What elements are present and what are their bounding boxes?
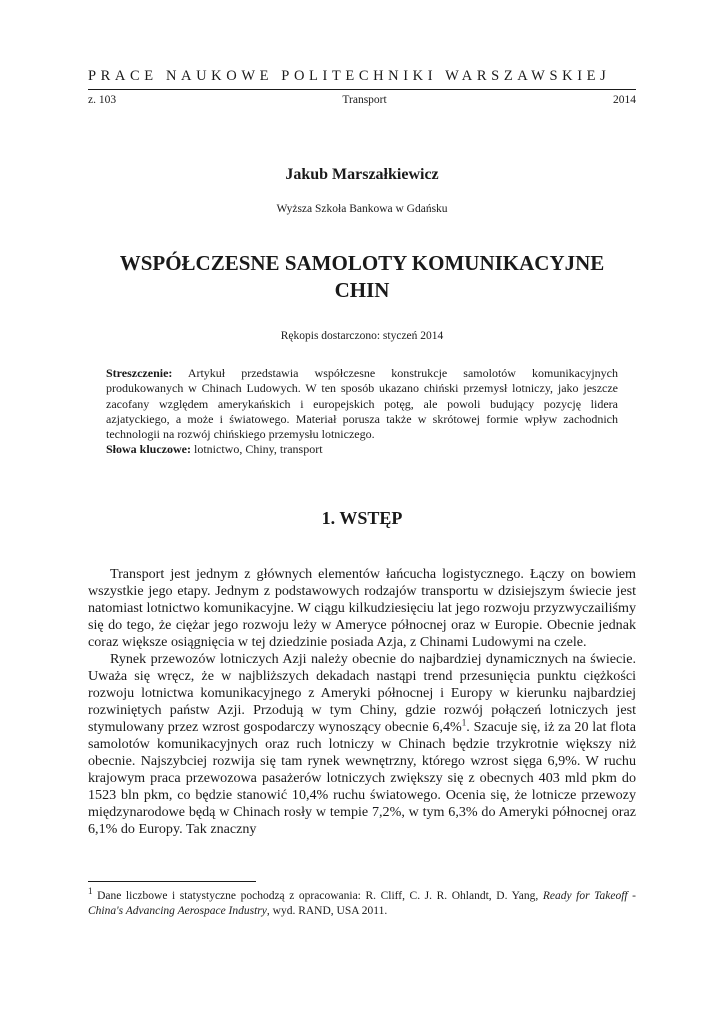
footnote-rule (88, 881, 256, 882)
abstract-label: Streszczenie: (106, 366, 173, 380)
footnote-ref: 1 (461, 717, 467, 728)
footnote (88, 886, 637, 919)
journal-name: PRACE NAUKOWE POLITECHNIKI WARSZAWSKIEJ (88, 68, 611, 84)
header-rule (88, 89, 636, 90)
paragraph-1: Transport jest jednym z głównych elementów łańcucha logistycznego. Łączy on bowiem wszystkie jego etapy. Jednym z podstawowych rodzajów transportu w dzisiejszym świecie jest natomiast lotnictwo komunikacyjne. W ciągu kilkudziesięciu lat jego rozwoju przyzwyczailiśmy się do tego, że ciężar jego rozwoju leży w Ameryce północnej oraz w Europie. Obecnie jednak coraz większe osiągnięcia w tej dziedzinie posiada Azja, z Chinami Ludowymi na czele. (88, 566, 636, 650)
section-heading: 1. WSTĘP (321, 508, 403, 528)
affiliation: Wyższa Szkoła Bankowa w Gdańsku (276, 203, 448, 215)
year: 2014 (612, 94, 636, 106)
paragraph-2 (88, 651, 636, 838)
footnote-book-title: Ready for Takeoff - China's Advancing Aerospace Industry (88, 890, 637, 917)
footnote-tail: , wyd. RAND, USA 2011. (266, 905, 388, 917)
body-text (88, 566, 636, 838)
received-date: Rękopis dostarczono: styczeń 2014 (280, 330, 444, 342)
footnote-text: Dane liczbowe i statystyczne pochodzą z opracowania: R. Cliff, C. J. R. Ohlandt, D. Yang, (92, 890, 543, 902)
footnote-mark: 1 (88, 886, 93, 897)
abstract-text: Artykuł przedstawia współczesne konstrukcje samolotów komunikacyjnych produkowanych w Chinach Ludowych. W ten sposób ukazano chiński przemysł lotniczy, jako jeszcze zacofany względem amerykańskich i europejskich potęg, ale powoli budujący pozycję lidera azjatyckiego, a może i światowego. Materiał porusza także w skrótowej formie wpływ zachodnich technologii na rozwój chińskiego przemysłu lotniczego. (106, 366, 618, 442)
volume-number: z. 103 (88, 94, 117, 106)
title-line-1: WSPÓŁCZESNE SAMOLOTY KOMUNIKACYJNE (119, 251, 605, 275)
keywords (106, 442, 618, 457)
series-name: Transport (342, 94, 387, 106)
keywords-label: Słowa kluczowe: (106, 442, 191, 457)
paper-title (88, 250, 636, 304)
paragraph-2-part-b: . Szacuje się, iż za 20 lat flota samolotów komunikacyjnych oraz ruch lotniczy w Chinach będzie trzykrotnie większy niż obecnie. Najszybciej rozwija się tam rynek wewnętrzny, którego wzrost sięga 6,9%. W ruchu krajowym praca przewozowa pasażerów lotniczych zwiększy się z obecnych 403 mld pkm do 1523 bln pkm, co będzie stanowić 10,4% ruchu światowego. Ocenia się, że lotnicze przewozy międzynarodowe będą w Chinach rosły w tempie 7,2%, w tym 6,3% do Ameryki północnej oraz 6,1% do Europy. Tak znaczny (88, 719, 636, 837)
paragraph-2-part-a: Rynek przewozów lotniczych Azji należy obecnie do najbardziej dynamicznych na świecie. Uważa się wręcz, że w najbliższych dekadach nastąpi trend przesunięcia punktu ciężkości rozwoju lotnictwa komunikacyjnego z Ameryki północnej i Europy w kierunku najbardziej rozwiniętych państw Azji. Przodują w tym Chiny, gdzie rozwój połączeń lotniczych jest stymulowany przez wzrost gospodarczy wynoszący obecnie 6,4% (88, 651, 636, 735)
author-name: Jakub Marszałkiewicz (285, 166, 439, 183)
keywords-text: lotnictwo, Chiny, transport (191, 442, 323, 457)
title-line-2: CHIN (334, 278, 390, 302)
abstract (106, 366, 618, 458)
header-meta (88, 94, 636, 106)
abstract-body (106, 366, 618, 442)
